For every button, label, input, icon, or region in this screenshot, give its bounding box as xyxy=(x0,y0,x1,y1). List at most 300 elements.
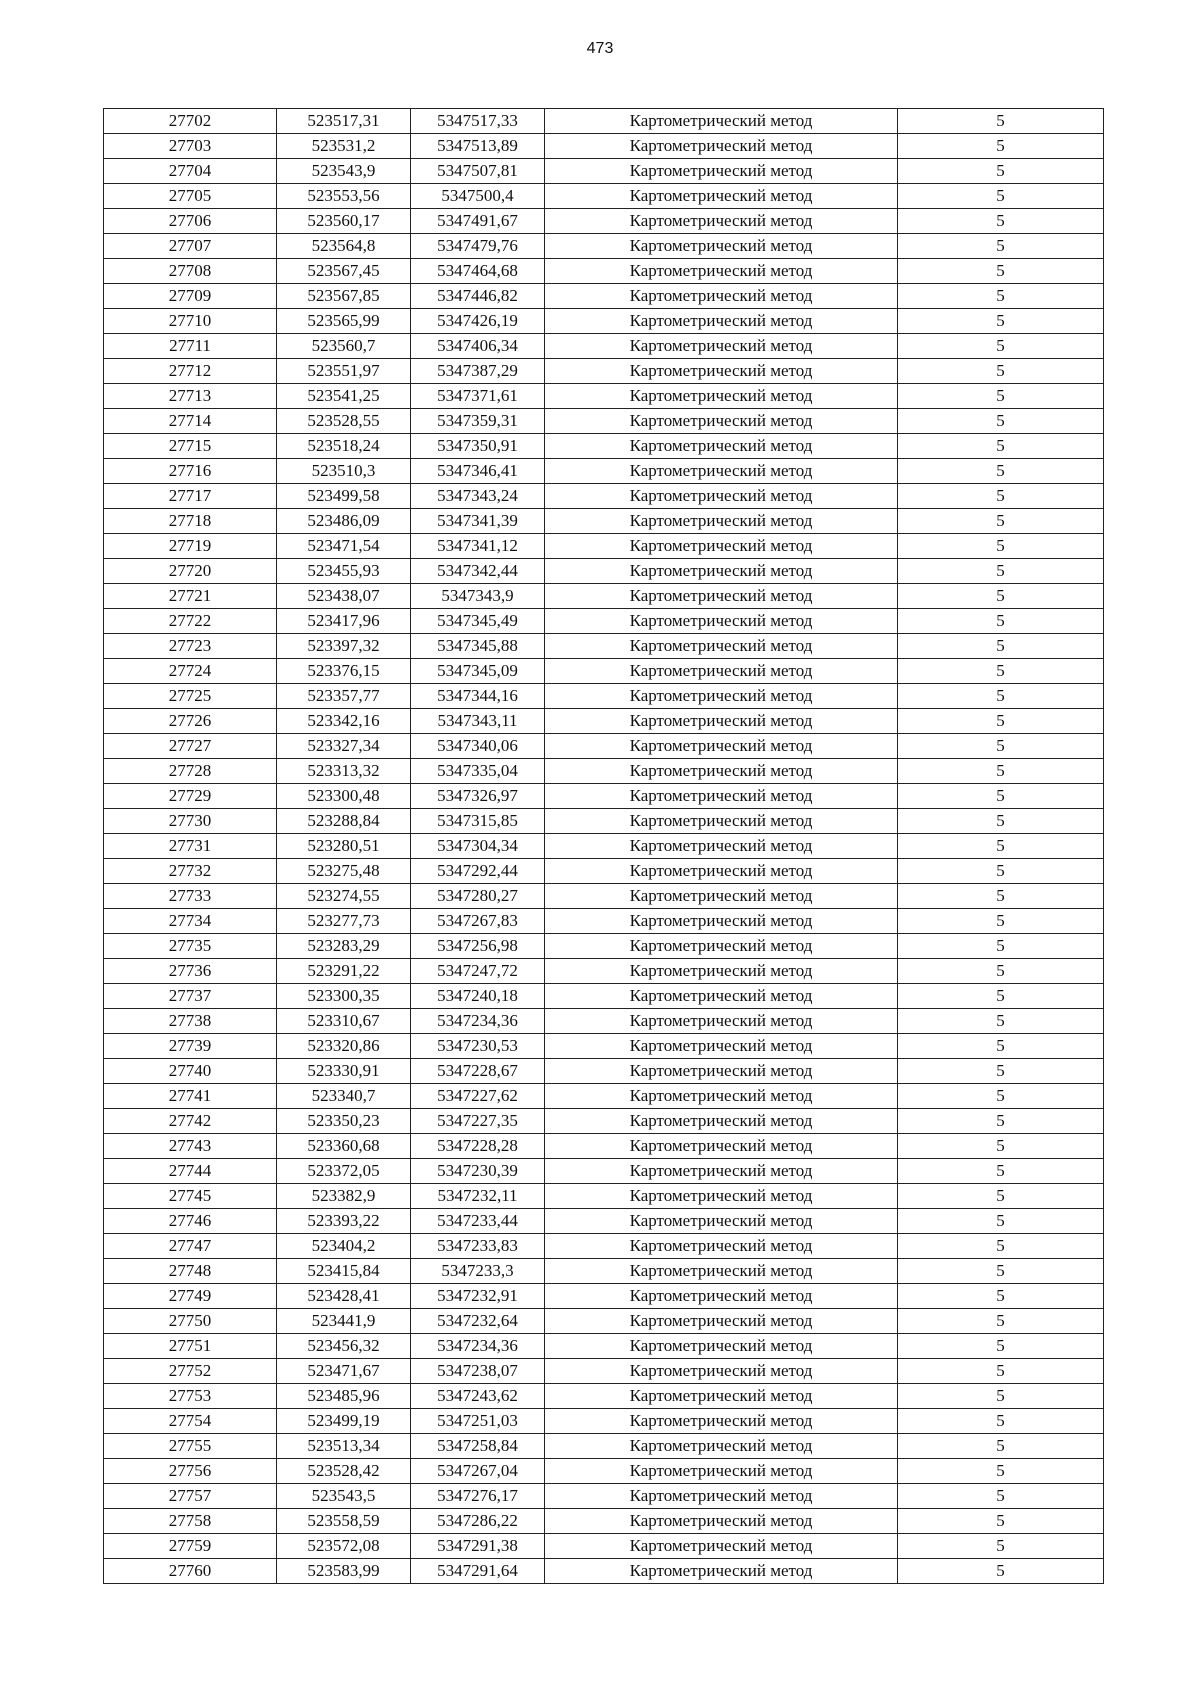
y-coordinate-cell: 5347464,68 xyxy=(411,259,545,284)
y-coordinate-cell: 5347500,4 xyxy=(411,184,545,209)
x-coordinate-cell: 523486,09 xyxy=(277,509,411,534)
x-coordinate-cell: 523551,97 xyxy=(277,359,411,384)
point-number-cell: 27722 xyxy=(104,609,277,634)
y-coordinate-cell: 5347326,97 xyxy=(411,784,545,809)
accuracy-cell: 5 xyxy=(898,534,1104,559)
table-row xyxy=(104,1184,1104,1209)
method-cell: Картометрический метод xyxy=(545,984,898,1009)
point-number-cell: 27710 xyxy=(104,309,277,334)
point-number-cell: 27741 xyxy=(104,1084,277,1109)
accuracy-cell: 5 xyxy=(898,109,1104,134)
y-coordinate-cell: 5347233,44 xyxy=(411,1209,545,1234)
table-row xyxy=(104,284,1104,309)
method-cell: Картометрический метод xyxy=(545,384,898,409)
method-cell: Картометрический метод xyxy=(545,1509,898,1534)
point-number-cell: 27720 xyxy=(104,559,277,584)
table-row xyxy=(104,634,1104,659)
method-cell: Картометрический метод xyxy=(545,484,898,509)
x-coordinate-cell: 523288,84 xyxy=(277,809,411,834)
table-row xyxy=(104,1559,1104,1584)
point-number-cell: 27754 xyxy=(104,1409,277,1434)
point-number-cell: 27746 xyxy=(104,1209,277,1234)
point-number-cell: 27719 xyxy=(104,534,277,559)
accuracy-cell: 5 xyxy=(898,634,1104,659)
y-coordinate-cell: 5347228,28 xyxy=(411,1134,545,1159)
point-number-cell: 27738 xyxy=(104,1009,277,1034)
table-row xyxy=(104,909,1104,934)
y-coordinate-cell: 5347247,72 xyxy=(411,959,545,984)
table-row xyxy=(104,259,1104,284)
x-coordinate-cell: 523417,96 xyxy=(277,609,411,634)
x-coordinate-cell: 523280,51 xyxy=(277,834,411,859)
point-number-cell: 27724 xyxy=(104,659,277,684)
x-coordinate-cell: 523376,15 xyxy=(277,659,411,684)
method-cell: Картометрический метод xyxy=(545,1034,898,1059)
method-cell: Картометрический метод xyxy=(545,1134,898,1159)
method-cell: Картометрический метод xyxy=(545,1559,898,1584)
accuracy-cell: 5 xyxy=(898,284,1104,309)
method-cell: Картометрический метод xyxy=(545,784,898,809)
point-number-cell: 27703 xyxy=(104,134,277,159)
table-row xyxy=(104,309,1104,334)
x-coordinate-cell: 523320,86 xyxy=(277,1034,411,1059)
x-coordinate-cell: 523517,31 xyxy=(277,109,411,134)
y-coordinate-cell: 5347251,03 xyxy=(411,1409,545,1434)
table-row xyxy=(104,934,1104,959)
point-number-cell: 27702 xyxy=(104,109,277,134)
y-coordinate-cell: 5347256,98 xyxy=(411,934,545,959)
x-coordinate-cell: 523553,56 xyxy=(277,184,411,209)
accuracy-cell: 5 xyxy=(898,1434,1104,1459)
x-coordinate-cell: 523541,25 xyxy=(277,384,411,409)
method-cell: Картометрический метод xyxy=(545,1209,898,1234)
method-cell: Картометрический метод xyxy=(545,1259,898,1284)
point-number-cell: 27752 xyxy=(104,1359,277,1384)
table-row xyxy=(104,784,1104,809)
y-coordinate-cell: 5347345,88 xyxy=(411,634,545,659)
point-number-cell: 27744 xyxy=(104,1159,277,1184)
accuracy-cell: 5 xyxy=(898,834,1104,859)
x-coordinate-cell: 523471,54 xyxy=(277,534,411,559)
table-row xyxy=(104,1334,1104,1359)
table-row xyxy=(104,834,1104,859)
x-coordinate-cell: 523485,96 xyxy=(277,1384,411,1409)
table-row xyxy=(104,109,1104,134)
point-number-cell: 27729 xyxy=(104,784,277,809)
x-coordinate-cell: 523456,32 xyxy=(277,1334,411,1359)
point-number-cell: 27742 xyxy=(104,1109,277,1134)
method-cell: Картометрический метод xyxy=(545,509,898,534)
y-coordinate-cell: 5347342,44 xyxy=(411,559,545,584)
accuracy-cell: 5 xyxy=(898,1284,1104,1309)
table-row xyxy=(104,484,1104,509)
table-row xyxy=(104,409,1104,434)
accuracy-cell: 5 xyxy=(898,1209,1104,1234)
y-coordinate-cell: 5347345,49 xyxy=(411,609,545,634)
table-row xyxy=(104,1459,1104,1484)
x-coordinate-cell: 523528,42 xyxy=(277,1459,411,1484)
point-number-cell: 27705 xyxy=(104,184,277,209)
point-number-cell: 27757 xyxy=(104,1484,277,1509)
accuracy-cell: 5 xyxy=(898,934,1104,959)
accuracy-cell: 5 xyxy=(898,209,1104,234)
point-number-cell: 27756 xyxy=(104,1459,277,1484)
table-row xyxy=(104,209,1104,234)
table-row xyxy=(104,509,1104,534)
accuracy-cell: 5 xyxy=(898,484,1104,509)
table-row xyxy=(104,1309,1104,1334)
y-coordinate-cell: 5347230,39 xyxy=(411,1159,545,1184)
accuracy-cell: 5 xyxy=(898,1559,1104,1584)
table-row xyxy=(104,759,1104,784)
x-coordinate-cell: 523583,99 xyxy=(277,1559,411,1584)
page-number: 473 xyxy=(586,40,614,57)
x-coordinate-cell: 523441,9 xyxy=(277,1309,411,1334)
y-coordinate-cell: 5347233,3 xyxy=(411,1259,545,1284)
method-cell: Картометрический метод xyxy=(545,684,898,709)
x-coordinate-cell: 523350,23 xyxy=(277,1109,411,1134)
x-coordinate-cell: 523274,55 xyxy=(277,884,411,909)
table-row xyxy=(104,609,1104,634)
point-number-cell: 27745 xyxy=(104,1184,277,1209)
point-number-cell: 27707 xyxy=(104,234,277,259)
method-cell: Картометрический метод xyxy=(545,209,898,234)
y-coordinate-cell: 5347341,12 xyxy=(411,534,545,559)
accuracy-cell: 5 xyxy=(898,1534,1104,1559)
point-number-cell: 27727 xyxy=(104,734,277,759)
x-coordinate-cell: 523340,7 xyxy=(277,1084,411,1109)
point-number-cell: 27731 xyxy=(104,834,277,859)
accuracy-cell: 5 xyxy=(898,1309,1104,1334)
point-number-cell: 27734 xyxy=(104,909,277,934)
accuracy-cell: 5 xyxy=(898,409,1104,434)
y-coordinate-cell: 5347267,04 xyxy=(411,1459,545,1484)
x-coordinate-cell: 523499,19 xyxy=(277,1409,411,1434)
x-coordinate-cell: 523300,35 xyxy=(277,984,411,1009)
accuracy-cell: 5 xyxy=(898,1009,1104,1034)
x-coordinate-cell: 523291,22 xyxy=(277,959,411,984)
y-coordinate-cell: 5347228,67 xyxy=(411,1059,545,1084)
y-coordinate-cell: 5347345,09 xyxy=(411,659,545,684)
point-number-cell: 27726 xyxy=(104,709,277,734)
method-cell: Картометрический метод xyxy=(545,134,898,159)
method-cell: Картометрический метод xyxy=(545,859,898,884)
point-number-cell: 27758 xyxy=(104,1509,277,1534)
table-row xyxy=(104,809,1104,834)
y-coordinate-cell: 5347350,91 xyxy=(411,434,545,459)
method-cell: Картометрический метод xyxy=(545,109,898,134)
method-cell: Картометрический метод xyxy=(545,259,898,284)
accuracy-cell: 5 xyxy=(898,584,1104,609)
coordinates-table xyxy=(103,108,1104,1584)
x-coordinate-cell: 523564,8 xyxy=(277,234,411,259)
method-cell: Картометрический метод xyxy=(545,1384,898,1409)
y-coordinate-cell: 5347230,53 xyxy=(411,1034,545,1059)
method-cell: Картометрический метод xyxy=(545,184,898,209)
accuracy-cell: 5 xyxy=(898,784,1104,809)
accuracy-cell: 5 xyxy=(898,559,1104,584)
table-row xyxy=(104,1484,1104,1509)
point-number-cell: 27708 xyxy=(104,259,277,284)
y-coordinate-cell: 5347479,76 xyxy=(411,234,545,259)
accuracy-cell: 5 xyxy=(898,1184,1104,1209)
accuracy-cell: 5 xyxy=(898,1059,1104,1084)
method-cell: Картометрический метод xyxy=(545,1409,898,1434)
method-cell: Картометрический метод xyxy=(545,1084,898,1109)
method-cell: Картометрический метод xyxy=(545,709,898,734)
x-coordinate-cell: 523558,59 xyxy=(277,1509,411,1534)
accuracy-cell: 5 xyxy=(898,1409,1104,1434)
table-row xyxy=(104,659,1104,684)
table-row xyxy=(104,1084,1104,1109)
y-coordinate-cell: 5347234,36 xyxy=(411,1009,545,1034)
method-cell: Картометрический метод xyxy=(545,584,898,609)
accuracy-cell: 5 xyxy=(898,1084,1104,1109)
accuracy-cell: 5 xyxy=(898,134,1104,159)
method-cell: Картометрический метод xyxy=(545,234,898,259)
y-coordinate-cell: 5347286,22 xyxy=(411,1509,545,1534)
method-cell: Картометрический метод xyxy=(545,934,898,959)
x-coordinate-cell: 523560,7 xyxy=(277,334,411,359)
accuracy-cell: 5 xyxy=(898,159,1104,184)
x-coordinate-cell: 523543,5 xyxy=(277,1484,411,1509)
table-row xyxy=(104,1159,1104,1184)
table-row xyxy=(104,984,1104,1009)
point-number-cell: 27737 xyxy=(104,984,277,1009)
x-coordinate-cell: 523567,85 xyxy=(277,284,411,309)
table-row xyxy=(104,184,1104,209)
x-coordinate-cell: 523518,24 xyxy=(277,434,411,459)
x-coordinate-cell: 523531,2 xyxy=(277,134,411,159)
point-number-cell: 27717 xyxy=(104,484,277,509)
y-coordinate-cell: 5347232,91 xyxy=(411,1284,545,1309)
y-coordinate-cell: 5347426,19 xyxy=(411,309,545,334)
method-cell: Картометрический метод xyxy=(545,284,898,309)
accuracy-cell: 5 xyxy=(898,809,1104,834)
method-cell: Картометрический метод xyxy=(545,1284,898,1309)
x-coordinate-cell: 523397,32 xyxy=(277,634,411,659)
accuracy-cell: 5 xyxy=(898,1484,1104,1509)
method-cell: Картометрический метод xyxy=(545,1334,898,1359)
x-coordinate-cell: 523543,9 xyxy=(277,159,411,184)
x-coordinate-cell: 523455,93 xyxy=(277,559,411,584)
coordinates-table-body xyxy=(104,109,1104,1584)
point-number-cell: 27718 xyxy=(104,509,277,534)
accuracy-cell: 5 xyxy=(898,1134,1104,1159)
y-coordinate-cell: 5347387,29 xyxy=(411,359,545,384)
accuracy-cell: 5 xyxy=(898,384,1104,409)
table-row xyxy=(104,1534,1104,1559)
method-cell: Картометрический метод xyxy=(545,809,898,834)
accuracy-cell: 5 xyxy=(898,734,1104,759)
x-coordinate-cell: 523560,17 xyxy=(277,209,411,234)
accuracy-cell: 5 xyxy=(898,1459,1104,1484)
table-row xyxy=(104,1434,1104,1459)
method-cell: Картометрический метод xyxy=(545,309,898,334)
table-row xyxy=(104,584,1104,609)
point-number-cell: 27747 xyxy=(104,1234,277,1259)
y-coordinate-cell: 5347227,62 xyxy=(411,1084,545,1109)
accuracy-cell: 5 xyxy=(898,709,1104,734)
accuracy-cell: 5 xyxy=(898,884,1104,909)
table-row xyxy=(104,709,1104,734)
point-number-cell: 27743 xyxy=(104,1134,277,1159)
accuracy-cell: 5 xyxy=(898,459,1104,484)
method-cell: Картометрический метод xyxy=(545,959,898,984)
accuracy-cell: 5 xyxy=(898,184,1104,209)
x-coordinate-cell: 523565,99 xyxy=(277,309,411,334)
method-cell: Картометрический метод xyxy=(545,1359,898,1384)
point-number-cell: 27732 xyxy=(104,859,277,884)
y-coordinate-cell: 5347340,06 xyxy=(411,734,545,759)
x-coordinate-cell: 523428,41 xyxy=(277,1284,411,1309)
x-coordinate-cell: 523567,45 xyxy=(277,259,411,284)
accuracy-cell: 5 xyxy=(898,509,1104,534)
y-coordinate-cell: 5347276,17 xyxy=(411,1484,545,1509)
y-coordinate-cell: 5347232,11 xyxy=(411,1184,545,1209)
method-cell: Картометрический метод xyxy=(545,1059,898,1084)
y-coordinate-cell: 5347291,64 xyxy=(411,1559,545,1584)
table-row xyxy=(104,559,1104,584)
table-row xyxy=(104,334,1104,359)
method-cell: Картометрический метод xyxy=(545,734,898,759)
y-coordinate-cell: 5347513,89 xyxy=(411,134,545,159)
table-row xyxy=(104,1059,1104,1084)
table-row xyxy=(104,1109,1104,1134)
x-coordinate-cell: 523313,32 xyxy=(277,759,411,784)
y-coordinate-cell: 5347343,24 xyxy=(411,484,545,509)
method-cell: Картометрический метод xyxy=(545,1234,898,1259)
y-coordinate-cell: 5347346,41 xyxy=(411,459,545,484)
accuracy-cell: 5 xyxy=(898,334,1104,359)
y-coordinate-cell: 5347240,18 xyxy=(411,984,545,1009)
y-coordinate-cell: 5347267,83 xyxy=(411,909,545,934)
x-coordinate-cell: 523404,2 xyxy=(277,1234,411,1259)
accuracy-cell: 5 xyxy=(898,359,1104,384)
point-number-cell: 27759 xyxy=(104,1534,277,1559)
method-cell: Картометрический метод xyxy=(545,1109,898,1134)
x-coordinate-cell: 523310,67 xyxy=(277,1009,411,1034)
point-number-cell: 27749 xyxy=(104,1284,277,1309)
x-coordinate-cell: 523510,3 xyxy=(277,459,411,484)
accuracy-cell: 5 xyxy=(898,1159,1104,1184)
accuracy-cell: 5 xyxy=(898,1384,1104,1409)
table-row xyxy=(104,1134,1104,1159)
method-cell: Картометрический метод xyxy=(545,1159,898,1184)
y-coordinate-cell: 5347238,07 xyxy=(411,1359,545,1384)
point-number-cell: 27713 xyxy=(104,384,277,409)
method-cell: Картометрический метод xyxy=(545,634,898,659)
method-cell: Картометрический метод xyxy=(545,559,898,584)
x-coordinate-cell: 523330,91 xyxy=(277,1059,411,1084)
point-number-cell: 27715 xyxy=(104,434,277,459)
table-row xyxy=(104,1359,1104,1384)
y-coordinate-cell: 5347343,9 xyxy=(411,584,545,609)
x-coordinate-cell: 523393,22 xyxy=(277,1209,411,1234)
point-number-cell: 27716 xyxy=(104,459,277,484)
table-row xyxy=(104,234,1104,259)
table-row xyxy=(104,534,1104,559)
x-coordinate-cell: 523300,48 xyxy=(277,784,411,809)
table-row xyxy=(104,459,1104,484)
method-cell: Картометрический метод xyxy=(545,434,898,459)
y-coordinate-cell: 5347343,11 xyxy=(411,709,545,734)
y-coordinate-cell: 5347304,34 xyxy=(411,834,545,859)
point-number-cell: 27735 xyxy=(104,934,277,959)
point-number-cell: 27725 xyxy=(104,684,277,709)
y-coordinate-cell: 5347406,34 xyxy=(411,334,545,359)
point-number-cell: 27733 xyxy=(104,884,277,909)
point-number-cell: 27760 xyxy=(104,1559,277,1584)
method-cell: Картометрический метод xyxy=(545,1309,898,1334)
table-row xyxy=(104,1409,1104,1434)
x-coordinate-cell: 523275,48 xyxy=(277,859,411,884)
accuracy-cell: 5 xyxy=(898,1259,1104,1284)
x-coordinate-cell: 523357,77 xyxy=(277,684,411,709)
point-number-cell: 27721 xyxy=(104,584,277,609)
table-row xyxy=(104,359,1104,384)
x-coordinate-cell: 523499,58 xyxy=(277,484,411,509)
y-coordinate-cell: 5347292,44 xyxy=(411,859,545,884)
y-coordinate-cell: 5347232,64 xyxy=(411,1309,545,1334)
table-row xyxy=(104,1384,1104,1409)
y-coordinate-cell: 5347507,81 xyxy=(411,159,545,184)
y-coordinate-cell: 5347258,84 xyxy=(411,1434,545,1459)
x-coordinate-cell: 523382,9 xyxy=(277,1184,411,1209)
method-cell: Картометрический метод xyxy=(545,834,898,859)
method-cell: Картометрический метод xyxy=(545,1484,898,1509)
accuracy-cell: 5 xyxy=(898,1234,1104,1259)
table-row xyxy=(104,1509,1104,1534)
accuracy-cell: 5 xyxy=(898,609,1104,634)
point-number-cell: 27730 xyxy=(104,809,277,834)
method-cell: Картометрический метод xyxy=(545,884,898,909)
y-coordinate-cell: 5347335,04 xyxy=(411,759,545,784)
point-number-cell: 27709 xyxy=(104,284,277,309)
point-number-cell: 27755 xyxy=(104,1434,277,1459)
y-coordinate-cell: 5347315,85 xyxy=(411,809,545,834)
point-number-cell: 27714 xyxy=(104,409,277,434)
y-coordinate-cell: 5347341,39 xyxy=(411,509,545,534)
table-row xyxy=(104,684,1104,709)
table-row xyxy=(104,1234,1104,1259)
method-cell: Картометрический метод xyxy=(545,1434,898,1459)
method-cell: Картометрический метод xyxy=(545,909,898,934)
method-cell: Картометрический метод xyxy=(545,334,898,359)
accuracy-cell: 5 xyxy=(898,1034,1104,1059)
point-number-cell: 27739 xyxy=(104,1034,277,1059)
table-row xyxy=(104,434,1104,459)
y-coordinate-cell: 5347243,62 xyxy=(411,1384,545,1409)
point-number-cell: 27706 xyxy=(104,209,277,234)
method-cell: Картометрический метод xyxy=(545,659,898,684)
y-coordinate-cell: 5347234,36 xyxy=(411,1334,545,1359)
accuracy-cell: 5 xyxy=(898,659,1104,684)
accuracy-cell: 5 xyxy=(898,434,1104,459)
accuracy-cell: 5 xyxy=(898,859,1104,884)
x-coordinate-cell: 523415,84 xyxy=(277,1259,411,1284)
accuracy-cell: 5 xyxy=(898,309,1104,334)
table-row xyxy=(104,159,1104,184)
point-number-cell: 27723 xyxy=(104,634,277,659)
accuracy-cell: 5 xyxy=(898,759,1104,784)
accuracy-cell: 5 xyxy=(898,259,1104,284)
table-row xyxy=(104,1209,1104,1234)
table-row xyxy=(104,1034,1104,1059)
x-coordinate-cell: 523513,34 xyxy=(277,1434,411,1459)
point-number-cell: 27750 xyxy=(104,1309,277,1334)
point-number-cell: 27740 xyxy=(104,1059,277,1084)
